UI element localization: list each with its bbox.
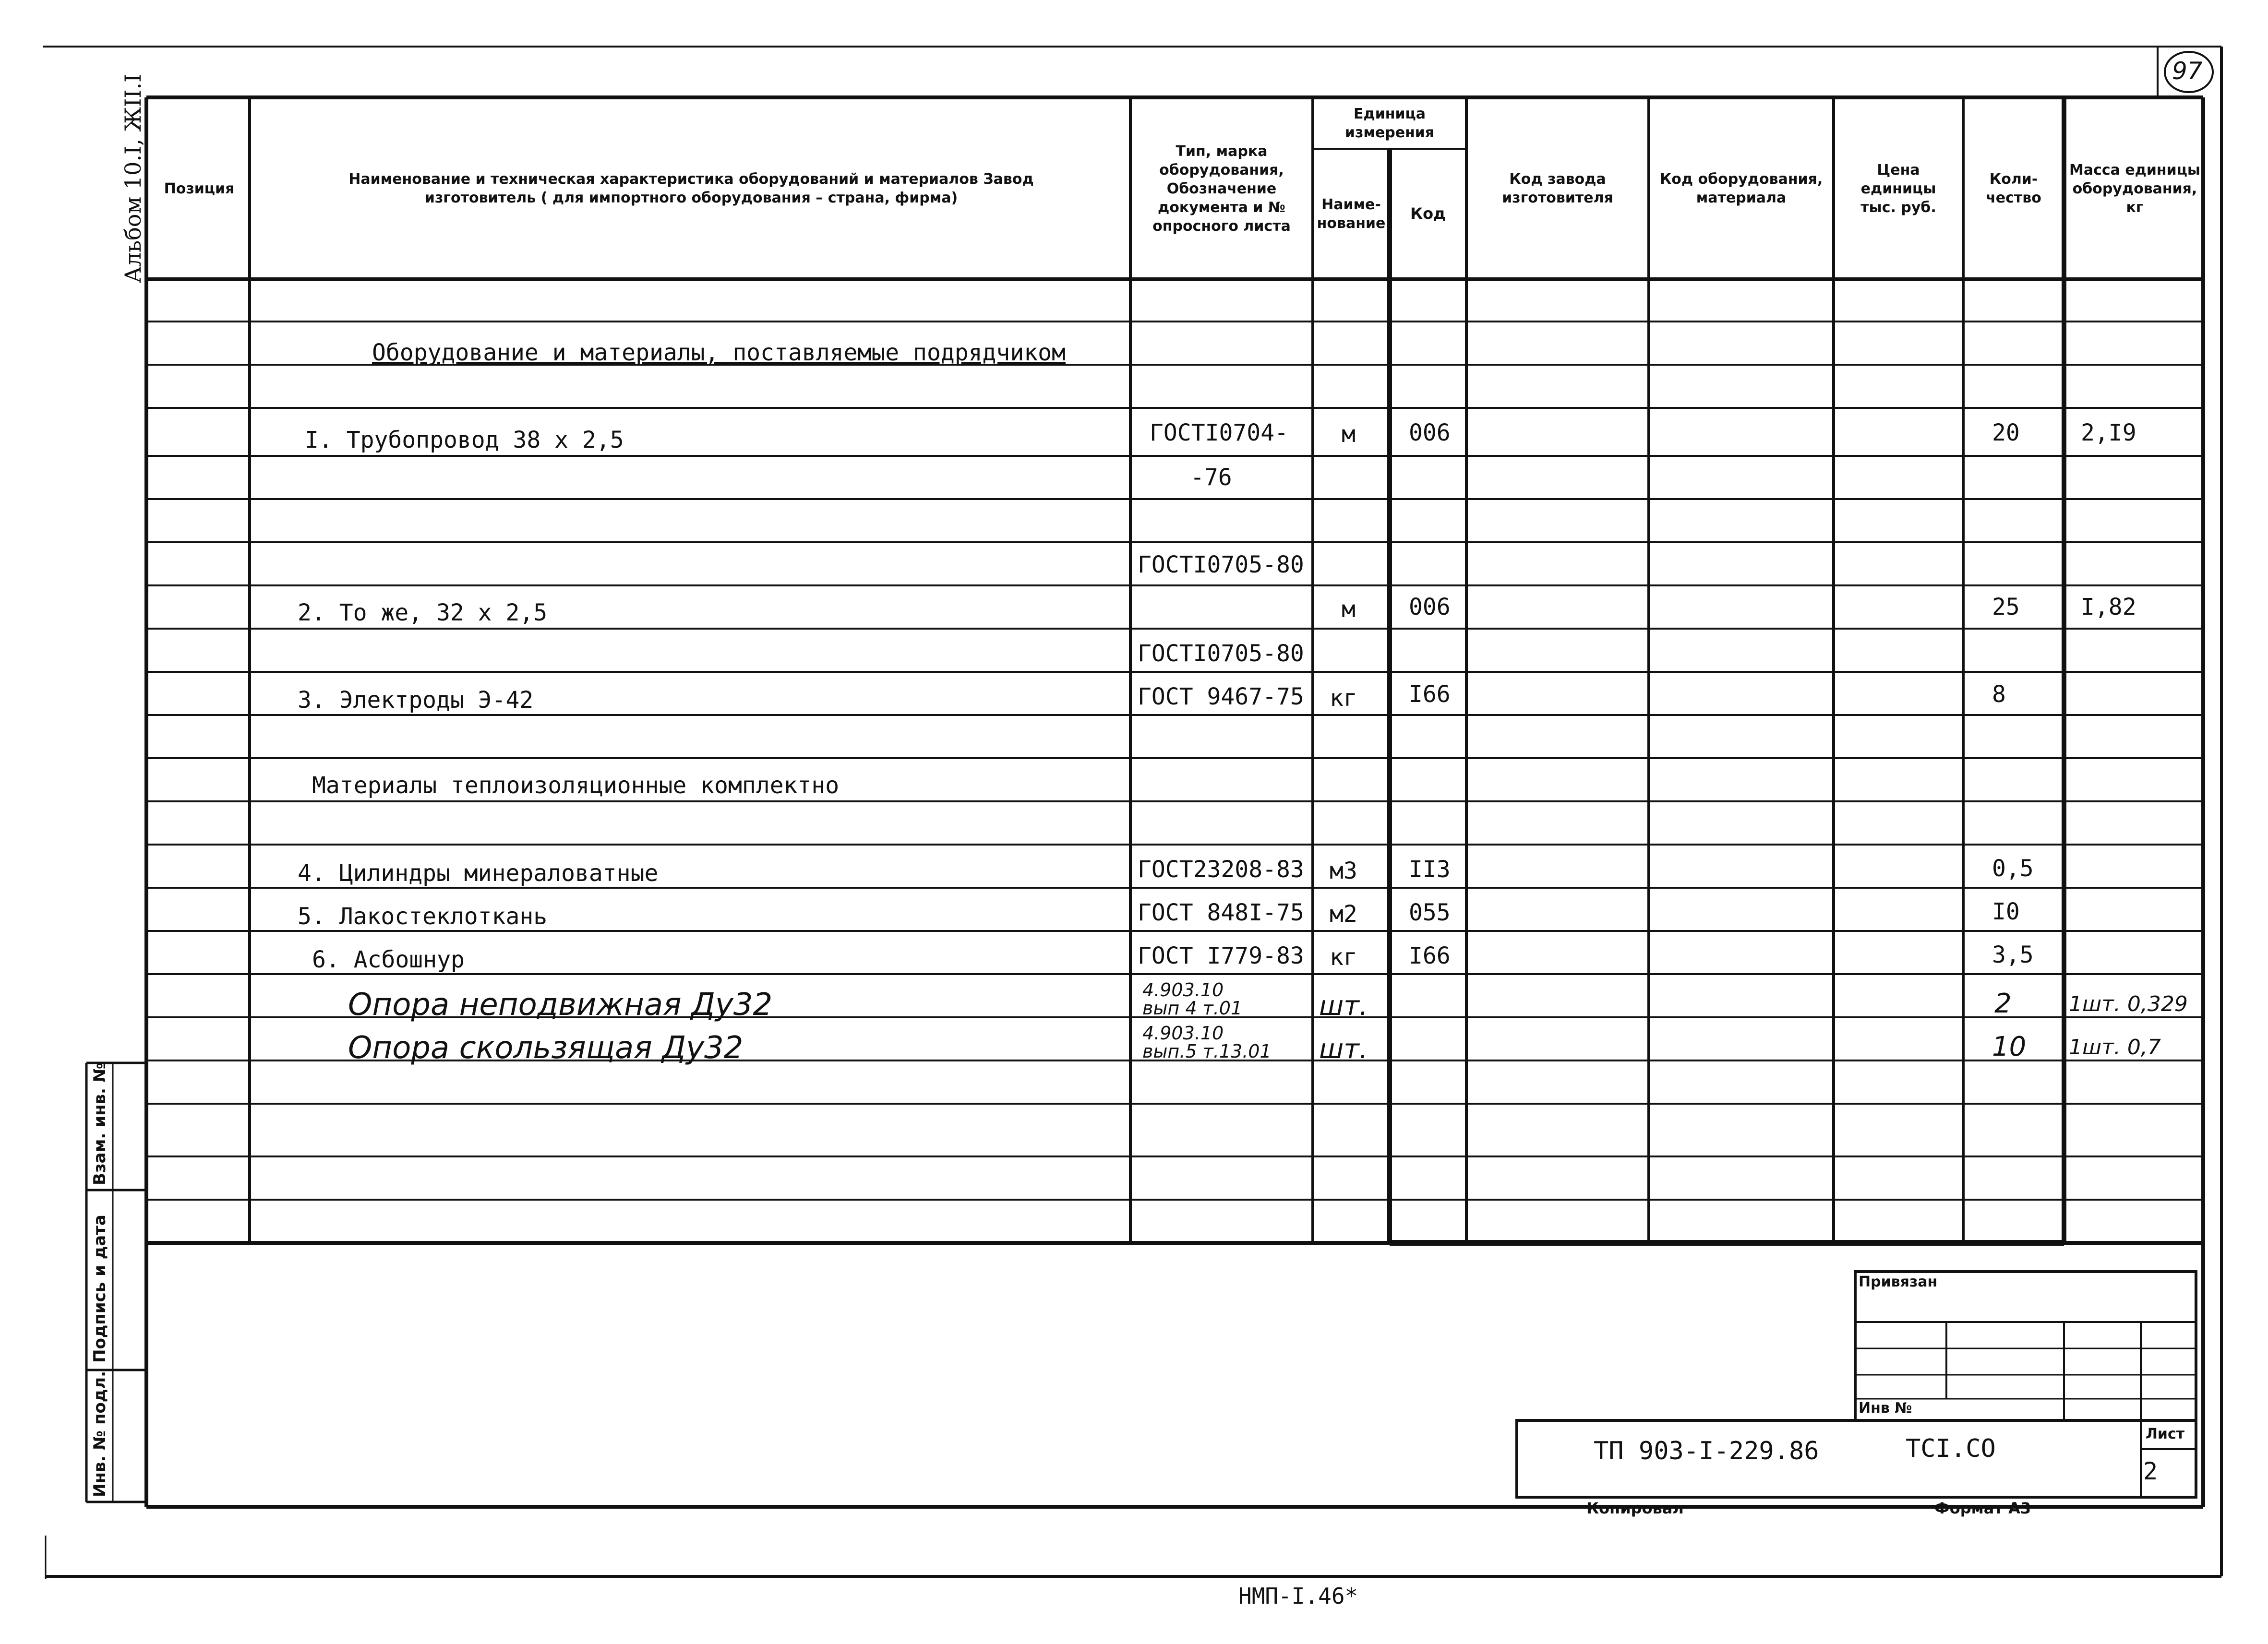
item-8-mass: 1шт. 0,7	[2069, 1035, 2161, 1060]
sheet-value: 2	[2143, 1457, 2158, 1485]
item-8-doc-a: 4.903.10	[1142, 1023, 1224, 1044]
footer-code: НМП-I.46*	[1238, 1583, 1358, 1609]
item-3-code: I66	[1409, 681, 1451, 708]
item-6-name: 6. Асбошнур	[312, 946, 465, 973]
side-stamp-inv-podl: Инв. № подл.	[90, 1370, 109, 1497]
title-block-inv-no: Инв №	[1859, 1400, 1912, 1417]
item-7-name: Опора неподвижная Ду32	[348, 987, 773, 1023]
item-4-code: II3	[1409, 856, 1451, 883]
item-1-mass: 2,I9	[2081, 419, 2136, 446]
item-6-qty: 3,5	[1992, 941, 2034, 968]
item-6-code: I66	[1409, 942, 1451, 969]
header-quantity: Коли- чество	[1986, 171, 2041, 206]
item-5-name: 5. Лакостеклоткань	[298, 903, 548, 930]
item-3-doc: ГОСТ 9467-75	[1138, 683, 1304, 710]
header-mass: Масса единицы оборудования, кг	[2069, 161, 2201, 216]
side-stamp-inv-vzam: Взам. инв. №	[90, 1062, 109, 1185]
item-2-doc-bottom: ГОСТI0705-80	[1138, 640, 1304, 667]
item-1-doc-b: -76	[1190, 464, 1232, 491]
header-name: Наименование и техническая характеристика оборудований и материалов Завод изготовитель ( для импортного оборудования – страна, фирма)	[348, 171, 1034, 206]
item-2-doc-top: ГОСТI0705-80	[1138, 551, 1304, 578]
sheet-number: 97	[2172, 57, 2203, 85]
format-label: Формат А3	[1934, 1499, 2031, 1517]
item-1-name: I. Трубопровод 38 х 2,5	[305, 427, 624, 453]
section-contractor-title: Оборудование и материалы, поставляемые подрядчиком	[372, 339, 1066, 366]
item-7-qty: 2	[1994, 988, 2012, 1019]
header-price: Цена единицы тыс. руб.	[1860, 161, 1936, 216]
item-7-unit: шт.	[1319, 990, 1368, 1022]
header-equipment-code: Код оборудования, материала	[1659, 171, 1823, 206]
item-1-code: 006	[1409, 419, 1451, 446]
item-2-code: 006	[1409, 594, 1451, 620]
item-2-qty: 25	[1992, 594, 2020, 620]
item-5-code: 055	[1409, 899, 1451, 926]
item-2-unit: м	[1342, 596, 1356, 623]
title-block-privyazan: Привязан	[1859, 1274, 1938, 1290]
item-8-unit: шт.	[1319, 1034, 1368, 1065]
item-4-name: 4. Цилиндры минераловатные	[298, 860, 659, 887]
item-4-qty: 0,5	[1992, 855, 2034, 882]
header-type: Тип, марка оборудования, Обозначение документа и № опросного листа	[1152, 143, 1291, 235]
item-4-unit: м3	[1330, 858, 1357, 884]
item-6-unit: кг	[1330, 944, 1357, 971]
header-position: Позиция	[164, 180, 235, 197]
item-6-doc: ГОСТ I779-83	[1138, 942, 1304, 969]
section-insulation-title: Материалы теплоизоляционные комплектно	[312, 772, 840, 799]
item-8-qty: 10	[1992, 1031, 2027, 1062]
item-1-qty: 20	[1992, 419, 2020, 446]
item-5-doc: ГОСТ 848I-75	[1138, 899, 1304, 926]
item-2-mass: I,82	[2081, 594, 2136, 620]
item-7-mass: 1шт. 0,329	[2069, 992, 2188, 1016]
item-2-name: 2. То же, 32 х 2,5	[298, 599, 548, 626]
header-plant-code: Код завода изготовителя	[1502, 171, 1613, 206]
side-stamp-sign-date: Подпись и дата	[90, 1215, 109, 1363]
item-1-doc-a: ГОСТI0704-	[1150, 419, 1288, 446]
item-3-qty: 8	[1992, 681, 2006, 708]
header-unit-group: Единица измерения	[1344, 105, 1435, 141]
item-3-unit: кг	[1330, 685, 1357, 712]
item-7-doc-b: вып 4 т.01	[1142, 998, 1243, 1019]
item-4-doc: ГОСТ23208-83	[1138, 856, 1304, 883]
designation: ТП 903-I-229.86	[1594, 1437, 1819, 1465]
header-unit-name: Наиме- нование	[1317, 196, 1386, 232]
item-7-doc-a: 4.903.10	[1142, 979, 1224, 1001]
item-3-name: 3. Электроды Э-42	[298, 687, 534, 714]
item-5-qty: I0	[1992, 898, 2020, 925]
sheet-label: Лист	[2146, 1426, 2185, 1442]
item-8-doc-b: вып.5 т.13.01	[1142, 1041, 1272, 1062]
album-label: Альбом 10.I, ЖII.I	[120, 73, 146, 283]
item-8-name: Опора скользящая Ду32	[348, 1030, 744, 1066]
copied-label: Копировал	[1586, 1499, 1684, 1517]
item-1-unit: м	[1342, 421, 1356, 448]
item-5-unit: м2	[1330, 901, 1357, 928]
header-unit-code: Код	[1410, 204, 1446, 223]
doc-code: ТСI.СО	[1906, 1434, 1996, 1463]
